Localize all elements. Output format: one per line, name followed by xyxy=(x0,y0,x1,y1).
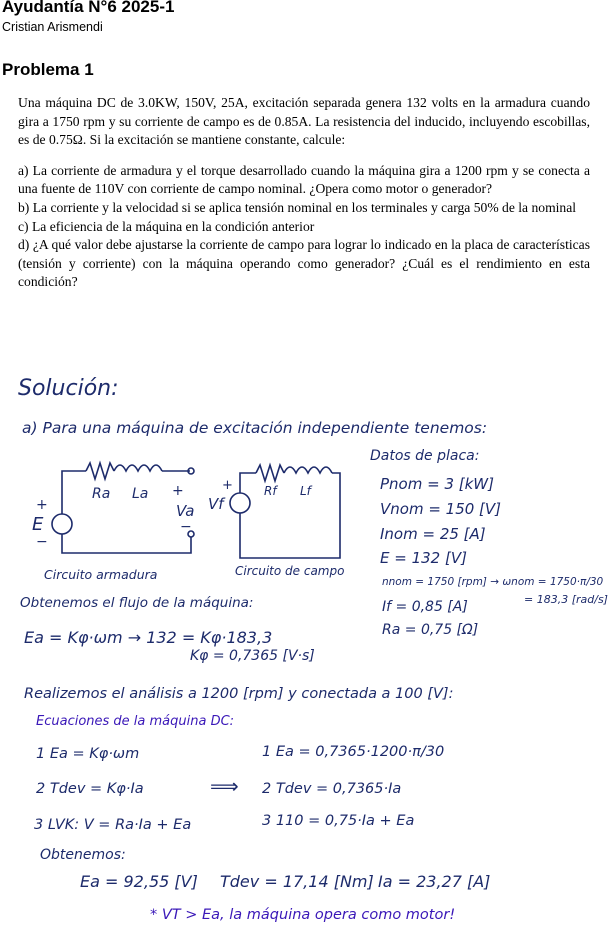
author-name: Cristian Arismendi xyxy=(2,20,103,34)
flux-equation: Ea = Kφ·ωm → 132 = Kφ·183,3 xyxy=(24,628,273,647)
conclusion-note: * VT > Ea, la máquina opera como motor! xyxy=(150,907,456,923)
armature-minus: − xyxy=(36,534,48,550)
field-source-symbol xyxy=(230,493,250,513)
armature-source-label: E xyxy=(32,514,44,535)
flux-heading: Obtenemos el flujo de la máquina: xyxy=(20,595,254,611)
equation-left-2: 2 Tdev = Kφ·Ia xyxy=(36,781,144,797)
problem-part-d: d) ¿A qué valor debe ajustarse la corriente de campo para lograr lo indicado en la placa de características (tensión y corriente) con la máquina operando como generador? ¿Cuál es el rendimiento en esta condición? xyxy=(18,237,590,290)
plate-item-omega: = 183,3 [rad/s] xyxy=(524,593,608,606)
plate-data-heading: Datos de placa: xyxy=(370,448,480,464)
plate-item-field-current: If = 0,85 [A] xyxy=(382,599,468,615)
implies-arrow: ⟹ xyxy=(210,774,239,798)
part-a-intro: a) Para una máquina de excitación independiente tenemos: xyxy=(22,419,488,437)
equation-right-1: 1 Ea = 0,7365·1200·π/30 xyxy=(262,744,445,760)
plate-item-power: Pnom = 3 [kW] xyxy=(380,475,494,493)
problem-statement xyxy=(18,94,590,292)
equation-right-2: 2 Tdev = 0,7365·Ia xyxy=(262,781,402,797)
results-heading: Obtenemos: xyxy=(40,847,126,863)
equations-heading: Ecuaciones de la máquina DC: xyxy=(36,714,235,729)
armature-resistor-label: Ra xyxy=(92,486,111,502)
field-resistor-label: Rf xyxy=(264,484,277,498)
problem-part-c: c) La eficiencia de la máquina en la condición anterior xyxy=(18,218,315,234)
plate-item-speed: nnom = 1750 [rpm] → ωnom = 1750·π/30 xyxy=(382,576,604,588)
armature-resistor xyxy=(86,463,114,479)
armature-plus: + xyxy=(36,497,48,513)
handwritten-solution xyxy=(0,353,613,934)
document-title: Ayudantía N°6 2025-1 xyxy=(2,0,175,16)
plate-item-voltage: Vnom = 150 [V] xyxy=(380,500,502,518)
field-resistor xyxy=(256,465,284,481)
result-ea: Ea = 92,55 [V] xyxy=(80,872,198,891)
armature-circuit-diagram xyxy=(52,463,194,553)
equation-left-3: 3 LVK: V = Ra·Ia + Ea xyxy=(34,817,192,833)
armature-terminal-minus: − xyxy=(180,519,192,535)
plate-item-resistance: Ra = 0,75 [Ω] xyxy=(382,622,479,638)
armature-terminal-plus: + xyxy=(172,483,184,499)
result-torque: Tdev = 17,14 [Nm] xyxy=(220,872,374,891)
armature-terminal-label: Va xyxy=(176,502,195,520)
field-circuit-diagram xyxy=(230,465,340,558)
analysis-heading: Realizemos el análisis a 1200 [rpm] y conectada a 100 [V]: xyxy=(24,686,454,702)
armature-inductor xyxy=(114,465,162,471)
problem-intro: Una máquina DC de 3.0KW, 150V, 25A, excitación separada genera 132 volts en la armadura cuando gira a 1750 rpm y su corriente de campo es de 0.85A. La resistencia del inducido, incluyendo escobillas, es de 0.75Ω. Si la excitación se mantiene constante, calcule: xyxy=(18,95,590,148)
problem-part-b: b) La corriente y la velocidad si se aplica tensión nominal en los terminales y carga 50% de la nominal xyxy=(18,199,577,215)
plate-item-current: Inom = 25 [A] xyxy=(380,525,486,543)
equation-left-1: 1 Ea = Kφ·ωm xyxy=(36,746,140,762)
field-caption: Circuito de campo xyxy=(235,564,345,578)
problem-part-a: a) La corriente de armadura y el torque desarrollado cuando la máquina gira a 1200 rpm y se conecta a una fuente de 110V con corriente de campo nominal. ¿Opera como motor o generador? xyxy=(18,162,590,197)
armature-inductor-label: La xyxy=(132,486,149,502)
armature-caption: Circuito armadura xyxy=(44,567,158,582)
problem-heading: Problema 1 xyxy=(2,60,94,79)
result-ia: Ia = 23,27 [A] xyxy=(378,872,491,891)
field-inductor-label: Lf xyxy=(300,484,311,498)
field-plus: + xyxy=(222,478,233,493)
field-inductor xyxy=(284,467,332,473)
field-source-label: Vf xyxy=(208,495,224,513)
armature-source-symbol xyxy=(52,514,72,534)
plate-item-emf: E = 132 [V] xyxy=(380,549,467,567)
flux-result: Kφ = 0,7365 [V·s] xyxy=(190,648,315,664)
equation-right-3: 3 110 = 0,75·Ia + Ea xyxy=(262,813,415,829)
solution-label: Solución: xyxy=(18,376,119,401)
